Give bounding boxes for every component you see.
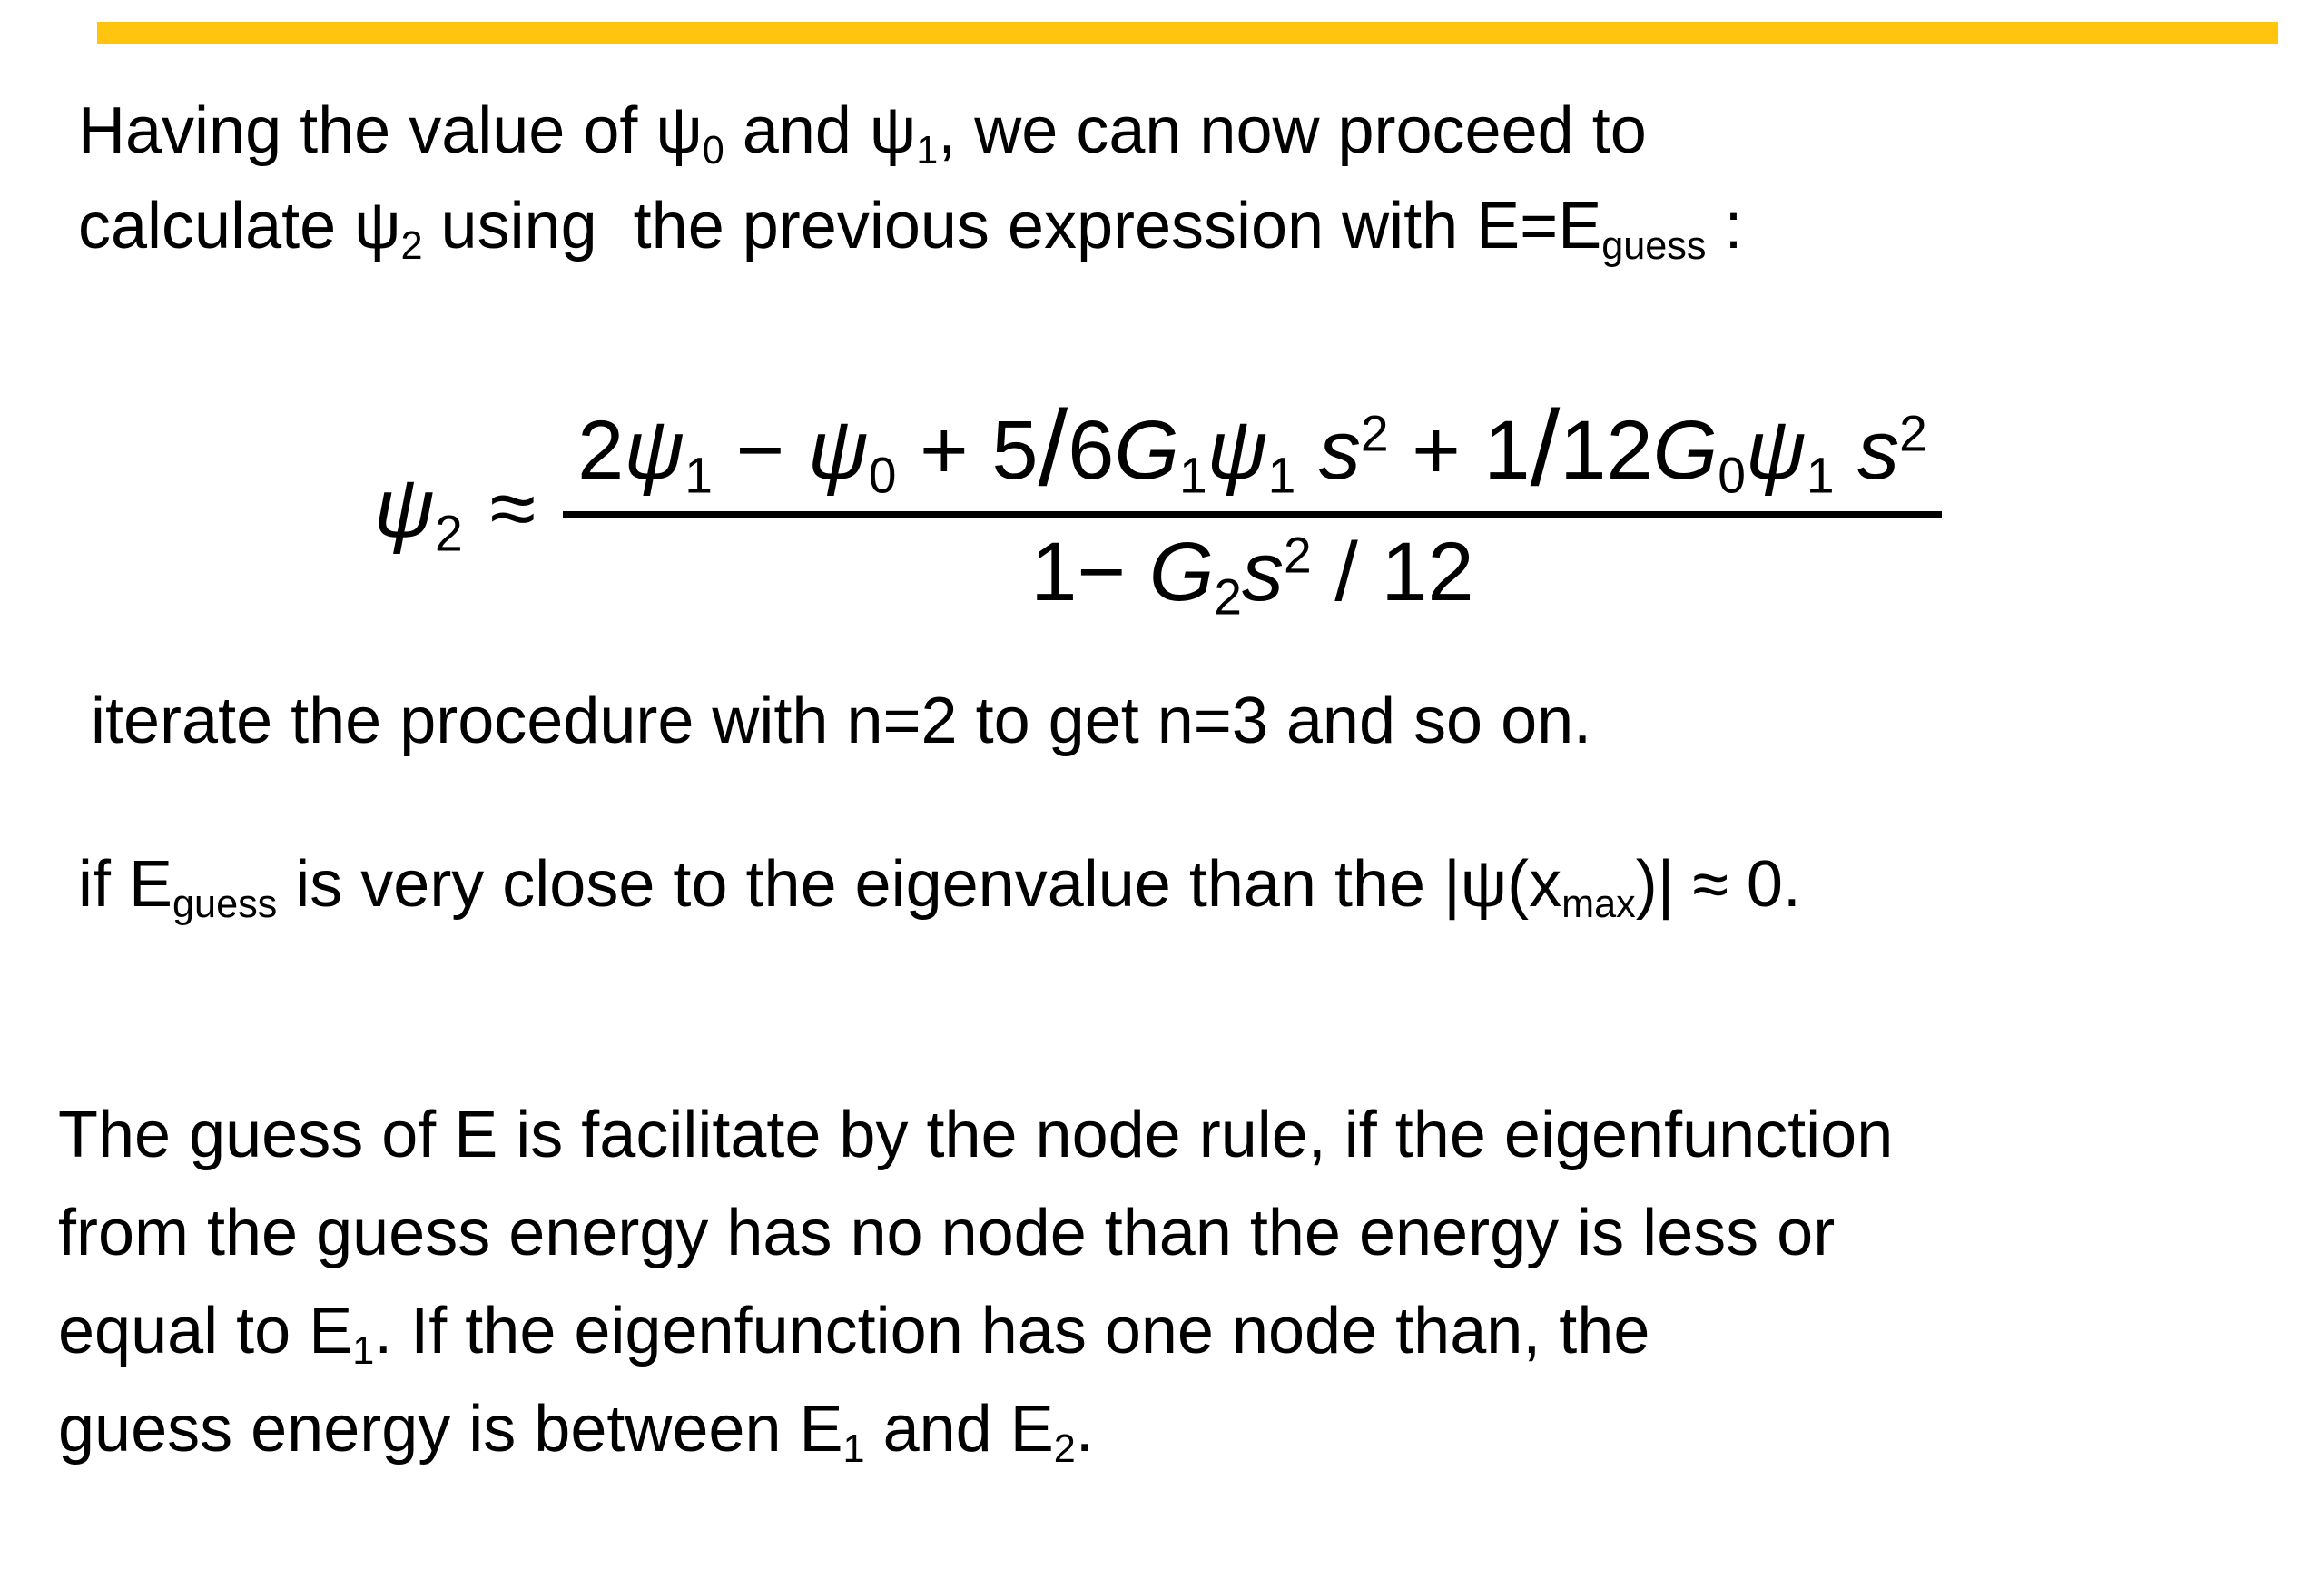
node-rule-line-4 [58,1380,1893,1478]
text-segment: and E [864,1393,1054,1466]
text-segment: The guess of E is facilitate by the node rule, if the eigenfunction [58,1099,1894,1171]
fraction-numeral: 5 [991,404,1039,497]
node-rule-line-2 [58,1184,1893,1282]
node-rule-paragraph [58,1086,1893,1478]
text-segment: iterate the procedure with n=2 to get n=3 and so on. [91,685,1592,757]
text-segment: )| ≈ 0. [1635,848,1801,921]
psi-symbol: ψ [1745,404,1807,497]
eguess-note [78,837,1801,933]
numeral: 1 [1030,525,1078,618]
text-segment: is very close to the eigenvalue than the | [277,848,1461,921]
g-variable: G [1114,404,1179,497]
coefficient: 2 [577,404,625,497]
psi-symbol: ψ [807,404,869,497]
psi-symbol: ψ [1206,404,1268,497]
superscript: 2 [1360,405,1389,462]
text-segment: from the guess energy has no node than the energy is less or [58,1197,1836,1269]
psi2-formula [374,388,1942,626]
subscript: guess [1601,224,1707,269]
subscript: 2 [434,505,463,562]
subscript: 1 [842,1427,865,1472]
fraction-numeral: 1 [1483,404,1531,497]
subscript: 1 [352,1329,375,1374]
s-variable: s [1318,404,1361,497]
text-segment: (x [1507,848,1562,921]
node-rule-line-1 [58,1086,1893,1184]
text-segment: and [724,94,870,167]
text-segment: . If the eigenfunction has one node than, the [374,1295,1650,1367]
node-rule-line-3 [58,1282,1893,1380]
subscript: 2 [400,224,423,269]
psi-symbol: ψ [869,94,917,167]
g-variable: G [1148,525,1215,618]
superscript: 2 [1899,405,1927,462]
subscript: 2 [1214,568,1242,626]
intro-line-2 [78,179,1743,274]
accent-bar [97,22,2278,44]
slash-icon: / [1530,388,1561,508]
subscript: 1 [1178,447,1207,504]
subscript: 1 [1806,447,1835,504]
text-segment: if E [78,848,173,921]
operator: + [1388,404,1484,497]
text-segment: : [1706,190,1743,262]
iterate-note [91,674,1591,769]
text-segment: . [1075,1393,1094,1466]
subscript: 0 [1718,447,1746,504]
fraction [563,388,1942,626]
operator: + [896,404,992,497]
fraction-numeral: 6 [1068,404,1115,497]
intro-paragraph [78,84,1743,274]
subscript: 2 [1053,1427,1076,1472]
subscript: 0 [702,129,724,173]
psi-symbol: ψ [655,94,703,167]
subscript: 0 [868,447,897,504]
slash-icon: / [1038,388,1068,508]
psi-symbol: ψ [624,404,685,497]
subscript: 1 [684,447,713,504]
operator: − [712,404,808,497]
psi-symbol: ψ [354,190,401,262]
subscript: guess [172,883,278,927]
g-variable: G [1652,404,1718,497]
fraction-numeral: 12 [1560,404,1653,497]
formula-lhs [374,462,463,562]
subscript: 1 [1267,447,1296,504]
text-segment: using the previous expression with E=E [422,190,1602,262]
numerator [563,388,1942,518]
text-segment: equal to E [58,1295,353,1367]
text-segment: / 12 [1311,525,1474,618]
intro-line-1 [78,84,1743,179]
text-segment: calculate [78,190,355,262]
superscript: 2 [1283,527,1312,584]
s-variable: s [1857,404,1900,497]
text-segment: guess energy is between E [58,1393,843,1466]
text-segment: Having the value of [78,94,656,167]
psi-symbol: ψ [374,462,435,556]
subscript: max [1561,883,1636,927]
psi-symbol: ψ [1460,848,1508,921]
approx-symbol: ≈ [489,462,537,556]
subscript: 1 [916,129,939,173]
operator: − [1077,525,1149,618]
s-variable: s [1241,525,1284,618]
text-segment: , we can now proceed to [938,94,1647,167]
denominator [1030,518,1474,626]
